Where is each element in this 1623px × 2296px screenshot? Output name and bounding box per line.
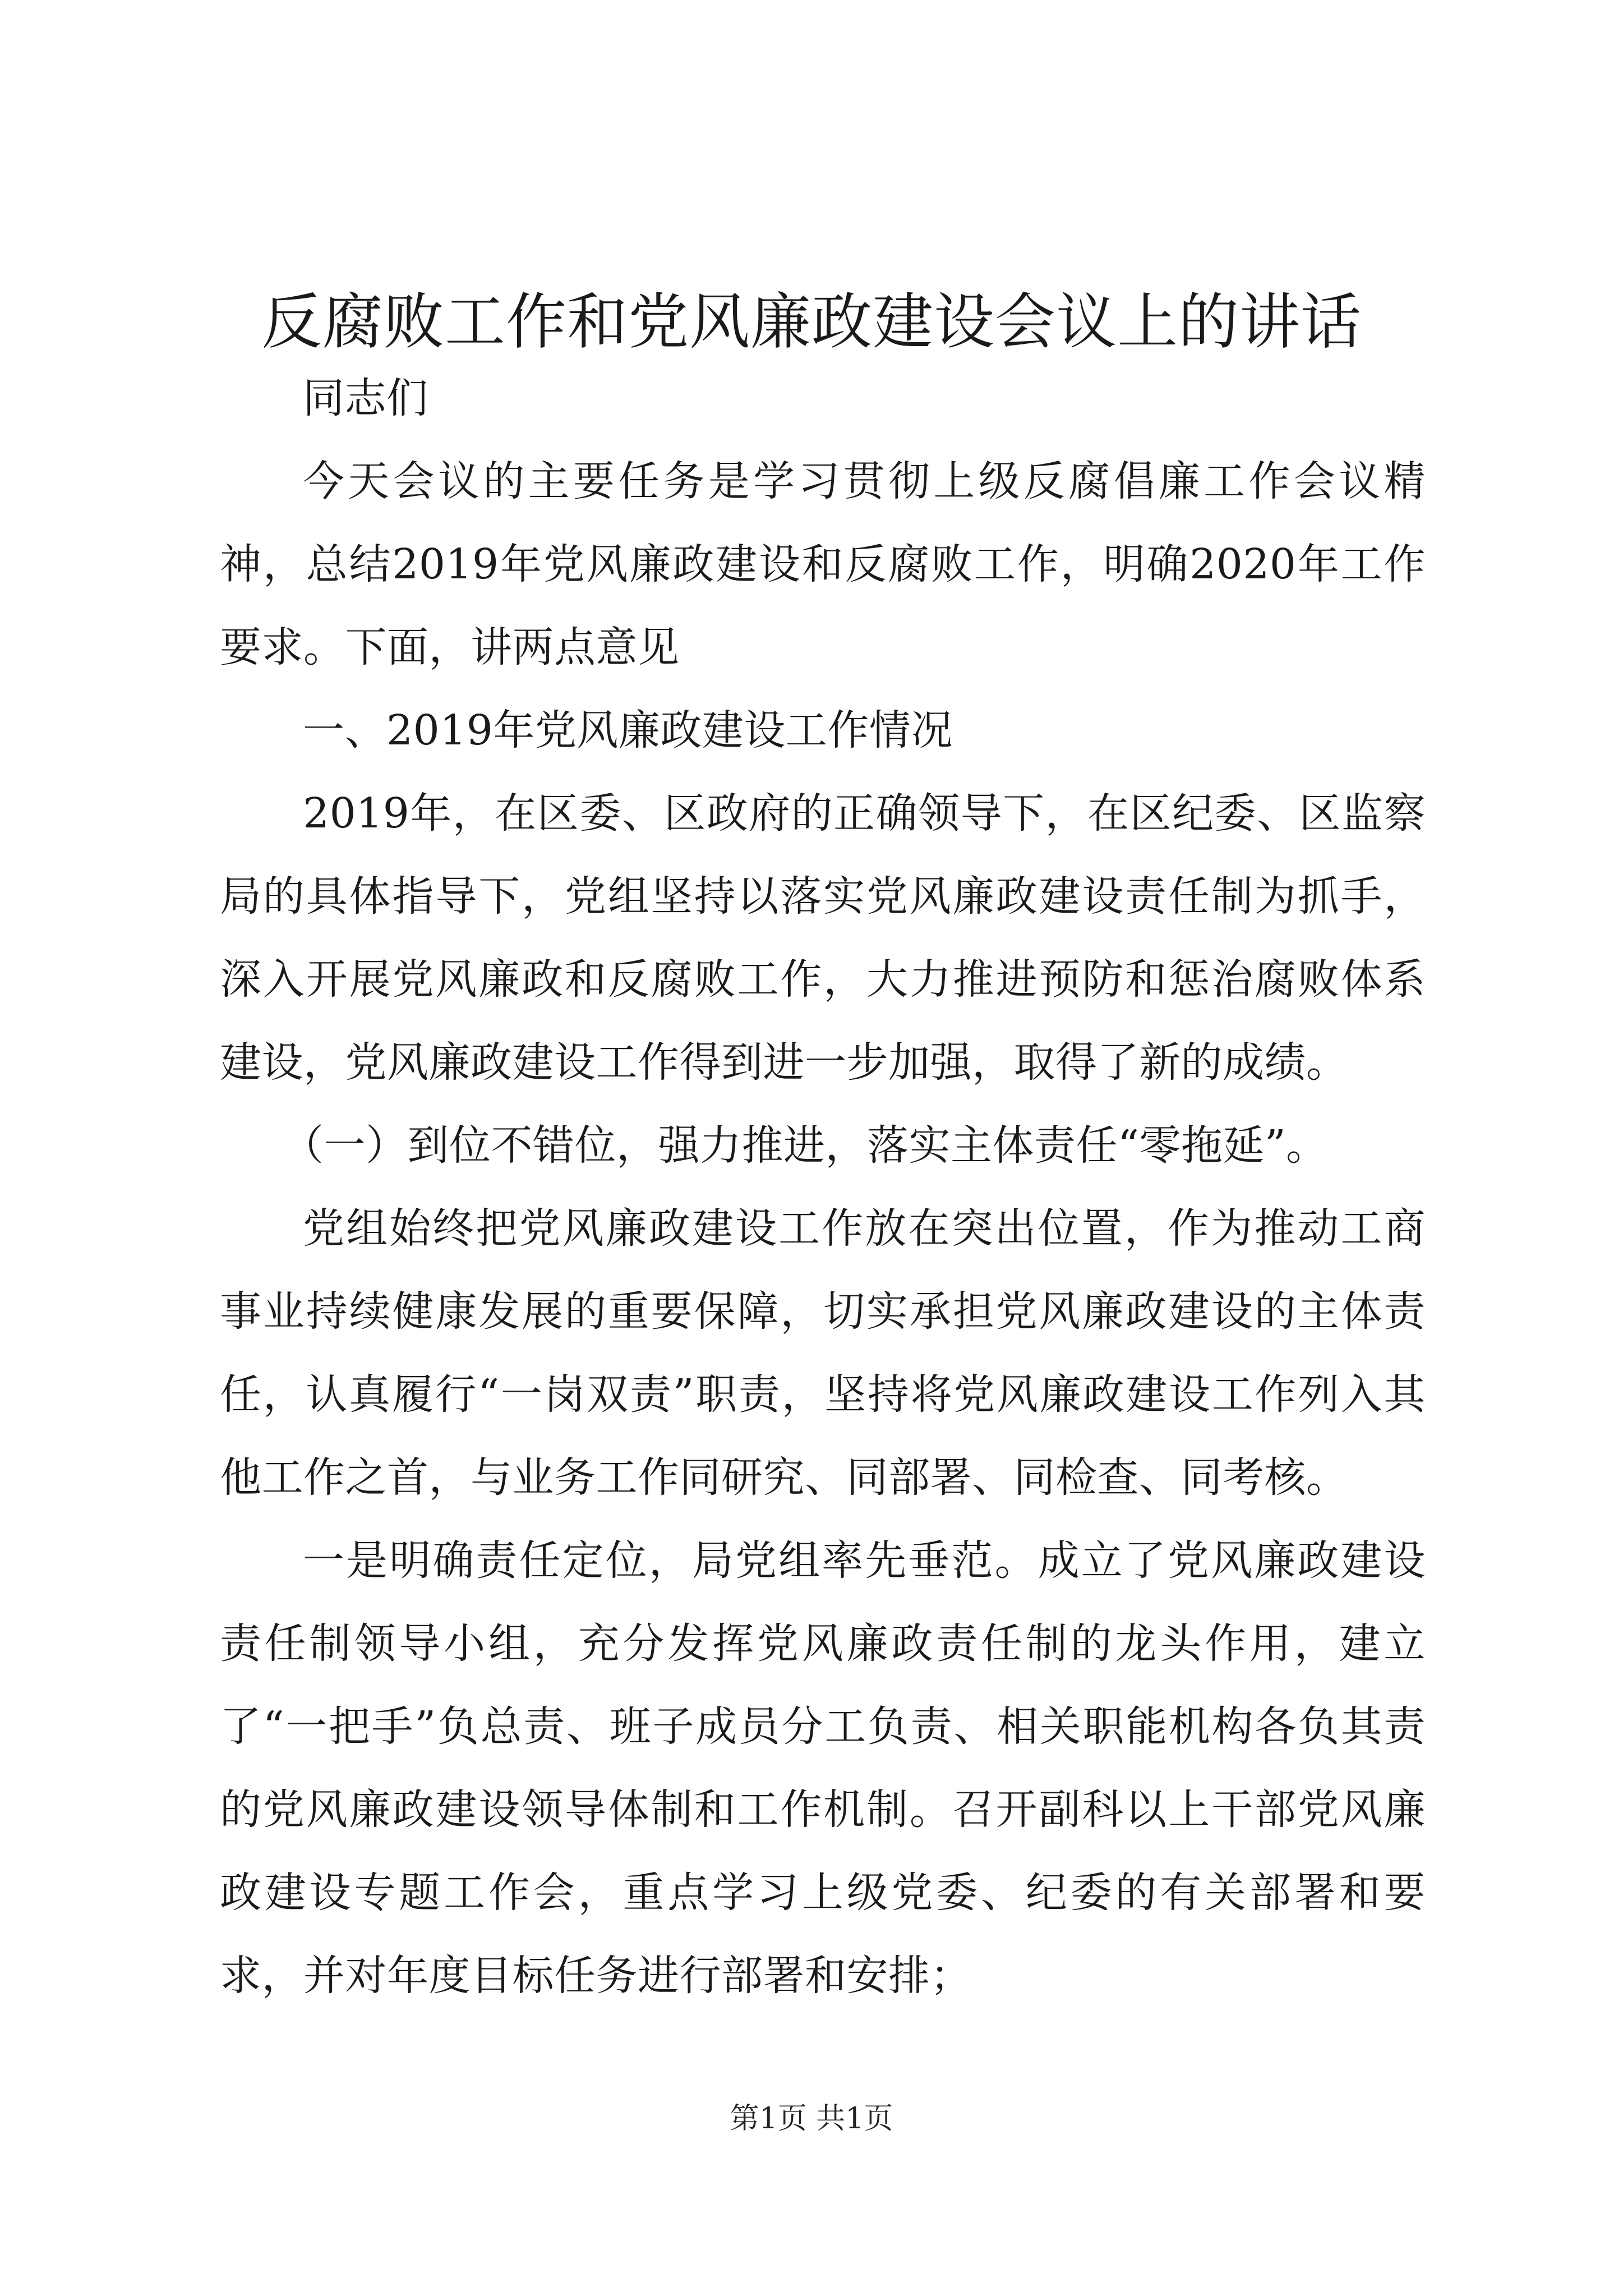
body-paragraph: 2019年，在区委、区政府的正确领导下，在区纪委、区监察局的具体指导下，党组坚持以落实党风廉政建设责任制为抓手，深入开展党风廉政和反腐败工作，大力推进预防和惩治腐败体系建设，党风廉政建设工作得到进一步加强，取得了新的成绩。 (220, 789, 1426, 1087)
body-paragraph: 党组始终把党风廉政建设工作放在突出位置，作为推动工商事业持续健康发展的重要保障，切实承担党风廉政建设的主体责任，认真履行“一岗双责”职责，坚持将党风廉政建设工作列入其他工作之首，与业务工作同研究、同部署、同检查、同考核。 (220, 1204, 1426, 1502)
section-heading: 一、2019年党风廉政建设工作情况 (303, 706, 953, 754)
salutation-paragraph: 同志们 (303, 374, 428, 422)
body-paragraph: 一是明确责任定位，局党组率先垂范。成立了党风廉政建设责任制领导小组，充分发挥党风廉政责任制的龙头作用，建立了“一把手”负总责、班子成员分工负责、相关职能机构各负其责的党风廉政建设领导体制和工作机制。召开副科以上干部党风廉政建设专题工作会，重点学习上级党委、纪委的有关部署和要求，并对年度目标任务进行部署和安排； (220, 1536, 1426, 2000)
document-title: 反腐败工作和党风廉政建设会议上的讲话 (261, 287, 1362, 357)
document-body (220, 357, 1426, 2017)
subsection-heading: （一）到位不错位，强力推进，落实主体责任“零拖延”。 (282, 1121, 1328, 1170)
intro-paragraph: 今天会议的主要任务是学习贯彻上级反腐倡廉工作会议精神，总结2019年党风廉政建设和反腐败工作，明确2020年工作要求。下面，讲两点意见 (220, 457, 1426, 671)
page-number-footer: 第1页 共1页 (730, 2102, 893, 2136)
